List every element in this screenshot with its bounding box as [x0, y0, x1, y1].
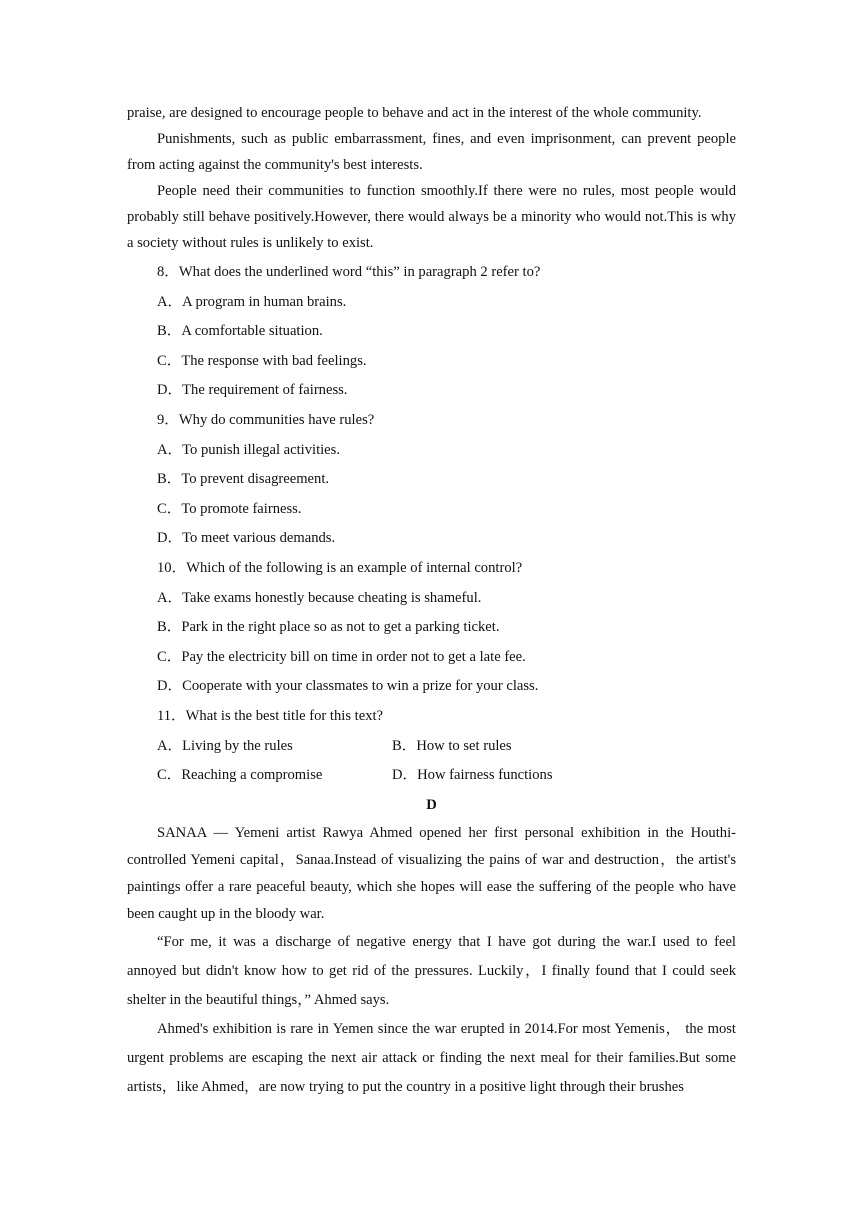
- question-stem: 11．What is the best title for this text?: [157, 707, 384, 724]
- question-10: [127, 554, 736, 702]
- answer-option: A．To punish illegal activities.: [157, 441, 340, 458]
- answer-option: A．Living by the rules: [157, 737, 293, 754]
- answer-option: D．How fairness functions: [392, 767, 553, 784]
- passage-d-paragraph-1: SANAA — Yemeni artist Rawya Ahmed opened her first personal exhibition in the Houthi-controlled Yemeni capital，Sanaa.Instead of visualizing the pains of war and destruction，the artist's paintings offer a rare peaceful beauty, which she hopes will ease the suffering of the people who have been caught up in the bloody war.: [127, 824, 736, 922]
- answer-option: C．The response with bad feelings.: [157, 352, 367, 369]
- question-stem: 9．Why do communities have rules?: [157, 411, 375, 428]
- answer-option: B．To prevent disagreement.: [157, 471, 330, 488]
- question-stem: 10．Which of the following is an example of internal control?: [157, 559, 523, 576]
- question-9: [127, 406, 736, 554]
- answer-option-row: [127, 761, 736, 791]
- passage-d-paragraph-2: “For me, it was a discharge of negative energy that I have got during the war.I used to feel annoyed but didn't know how to get rid of the pressures. Luckily，I finally found that I could seek shelter in the beautiful things，” Ahmed says.: [127, 933, 736, 1008]
- document-page: [127, 100, 736, 1102]
- question-11: [127, 702, 736, 791]
- passage-c-paragraph-3: People need their communities to function smoothly.If there were no rules, most people would probably still behave positively.However, there would always be a minority who would not.This is why a society without rules is unlikely to exist.: [127, 183, 736, 251]
- answer-option: B．Park in the right place so as not to get a parking ticket.: [157, 619, 500, 636]
- answer-option-row: [127, 732, 736, 762]
- answer-option: B．How to set rules: [392, 737, 512, 754]
- answer-option: D．To meet various demands.: [157, 530, 336, 547]
- answer-option: C．Pay the electricity bill on time in order not to get a late fee.: [157, 648, 526, 665]
- passage-c-paragraph-1-end: praise, are designed to encourage people to behave and act in the interest of the whole community.: [127, 105, 702, 121]
- section-heading: D: [426, 796, 437, 813]
- answer-option: C．Reaching a compromise: [157, 767, 323, 784]
- answer-option: D．Cooperate with your classmates to win a prize for your class.: [157, 678, 539, 695]
- answer-option: C．To promote fairness.: [157, 500, 302, 517]
- answer-option: D．The requirement of fairness.: [157, 382, 348, 399]
- answer-option: A．Take exams honestly because cheating is shameful.: [157, 589, 482, 606]
- answer-option: B．A comfortable situation.: [157, 323, 323, 340]
- passage-d-paragraph-3: Ahmed's exhibition is rare in Yemen since the war erupted in 2014.For most Yemenis， the most urgent problems are escaping the next air attack or finding the next meal for their families.But some artists，like Ahmed，are now trying to put the country in a positive light through their brushes: [127, 1020, 736, 1095]
- question-8: [127, 258, 736, 406]
- passage-c-paragraph-2: Punishments, such as public embarrassment, fines, and even imprisonment, can prevent people from acting against the community's best interests.: [127, 131, 736, 173]
- answer-option: A．A program in human brains.: [157, 293, 347, 310]
- question-stem: 8．What does the underlined word “this” in paragraph 2 refer to?: [157, 264, 541, 280]
